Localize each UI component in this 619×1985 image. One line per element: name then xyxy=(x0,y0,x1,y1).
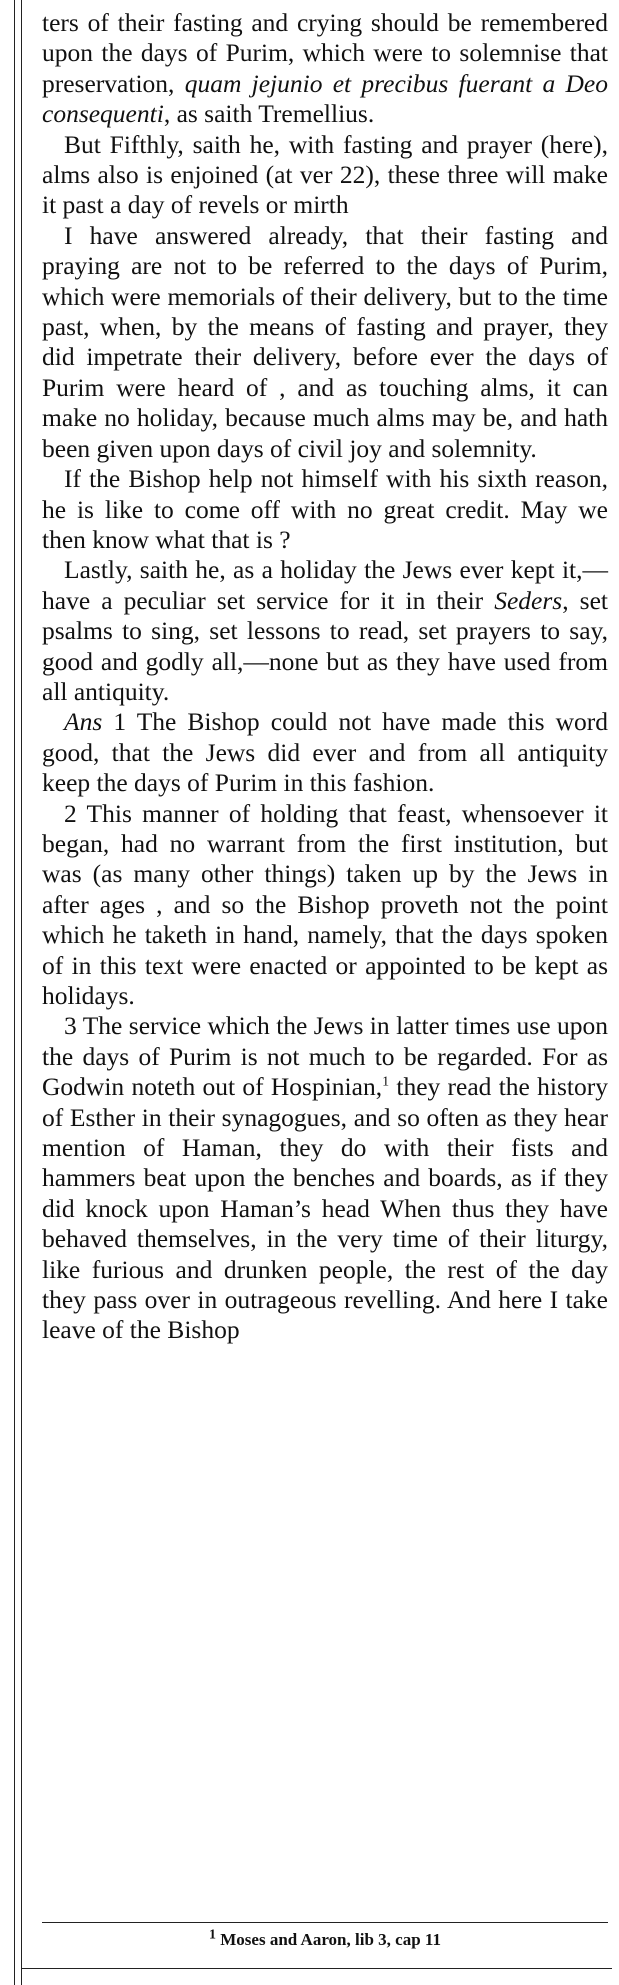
text-segment: , set psalms to sing, set lessons to read, set prayers to say, good and godly all,—none but as they have used from all antiquity. xyxy=(42,585,608,706)
footnote-reference: 1 xyxy=(382,1074,390,1090)
paragraph-p4 xyxy=(42,464,608,555)
bottom-rule xyxy=(22,1968,612,1969)
text-segment: , as saith Tremellius. xyxy=(163,99,375,129)
text-segment: ters of their fasting and crying should be remembered upon the days of Purim, which were to solemnise that preservation, xyxy=(42,8,608,98)
paragraph-p1 xyxy=(42,8,608,130)
text-segment: 3 The service which the Jews in latter times use upon the days of Purim is not much to be regarded. For as Godwin noteth out of Hospinian, xyxy=(42,1011,608,1102)
body-text xyxy=(42,8,608,1346)
text-segment: 1 The Bishop could not have made this word good, that the Jews did ever and from all antiquity keep the days of Purim in this fashion. xyxy=(42,707,608,798)
italic-phrase: Seders xyxy=(494,585,563,615)
footnote-mark: 1 xyxy=(209,1927,216,1943)
paragraph-p7 xyxy=(42,799,608,1012)
paragraph-p2 xyxy=(42,130,608,221)
margin-rule-inner xyxy=(21,0,22,1985)
margin-rule-outer xyxy=(14,0,15,1985)
text-segment: I have answered already, that their fasting and praying are not to be referred to the days of Purim, which were memorials of their delivery, but to the time past, when, by the means of fasting and prayer, they did impetrate their delivery, before ever the days of Purim were heard of , and as touching alms, it can make no holiday, because much alms may be, and hath been given upon days of civil joy and solemnity. xyxy=(42,220,608,463)
footnote xyxy=(42,1927,608,1950)
text-segment: 2 This manner of holding that feast, whensoever it began, had no warrant from the first institution, but was (as many other things) taken up by the Jews in after ages , and so the Bishop proveth not the point which he taketh in hand, namely, that the days spoken of in this text were enacted or appointed to be kept as holidays. xyxy=(42,798,608,1010)
paragraph-p6 xyxy=(42,707,608,798)
footnote-rule xyxy=(42,1922,608,1923)
paragraph-p5 xyxy=(42,555,608,707)
text-segment: But Fifthly, saith he, with fasting and prayer (here), alms also is enjoined (at ver 22), these three will make it past a day of revels or mirth xyxy=(42,129,608,220)
italic-phrase: Ans xyxy=(64,707,103,737)
paragraph-p8 xyxy=(42,1011,608,1345)
text-segment: Lastly, saith he, as a holiday the Jews ever kept it,—have a peculiar set service for it in their xyxy=(42,555,608,615)
italic-phrase: quam jejunio et precibus fuerant a Deo consequenti xyxy=(42,68,608,129)
text-segment: If the Bishop help not himself with his sixth reason, he is like to come off with no great credit. May we then know what that is ? xyxy=(42,464,608,554)
footnote-text: Moses and Aaron, lib 3, cap 11 xyxy=(220,1930,441,1949)
text-segment: they read the history of Esther in their synagogues, and so often as they hear mention of Haman, they do with their fists and hammers beat upon the benches and boards, as if they did knock upon Haman’s head When thus they have behaved themselves, in the very time of their liturgy, like furious and drunken people, the rest of the day they pass over in outrageous revelling. And here I take leave of the Bishop xyxy=(42,1072,608,1345)
paragraph-p3 xyxy=(42,221,608,464)
